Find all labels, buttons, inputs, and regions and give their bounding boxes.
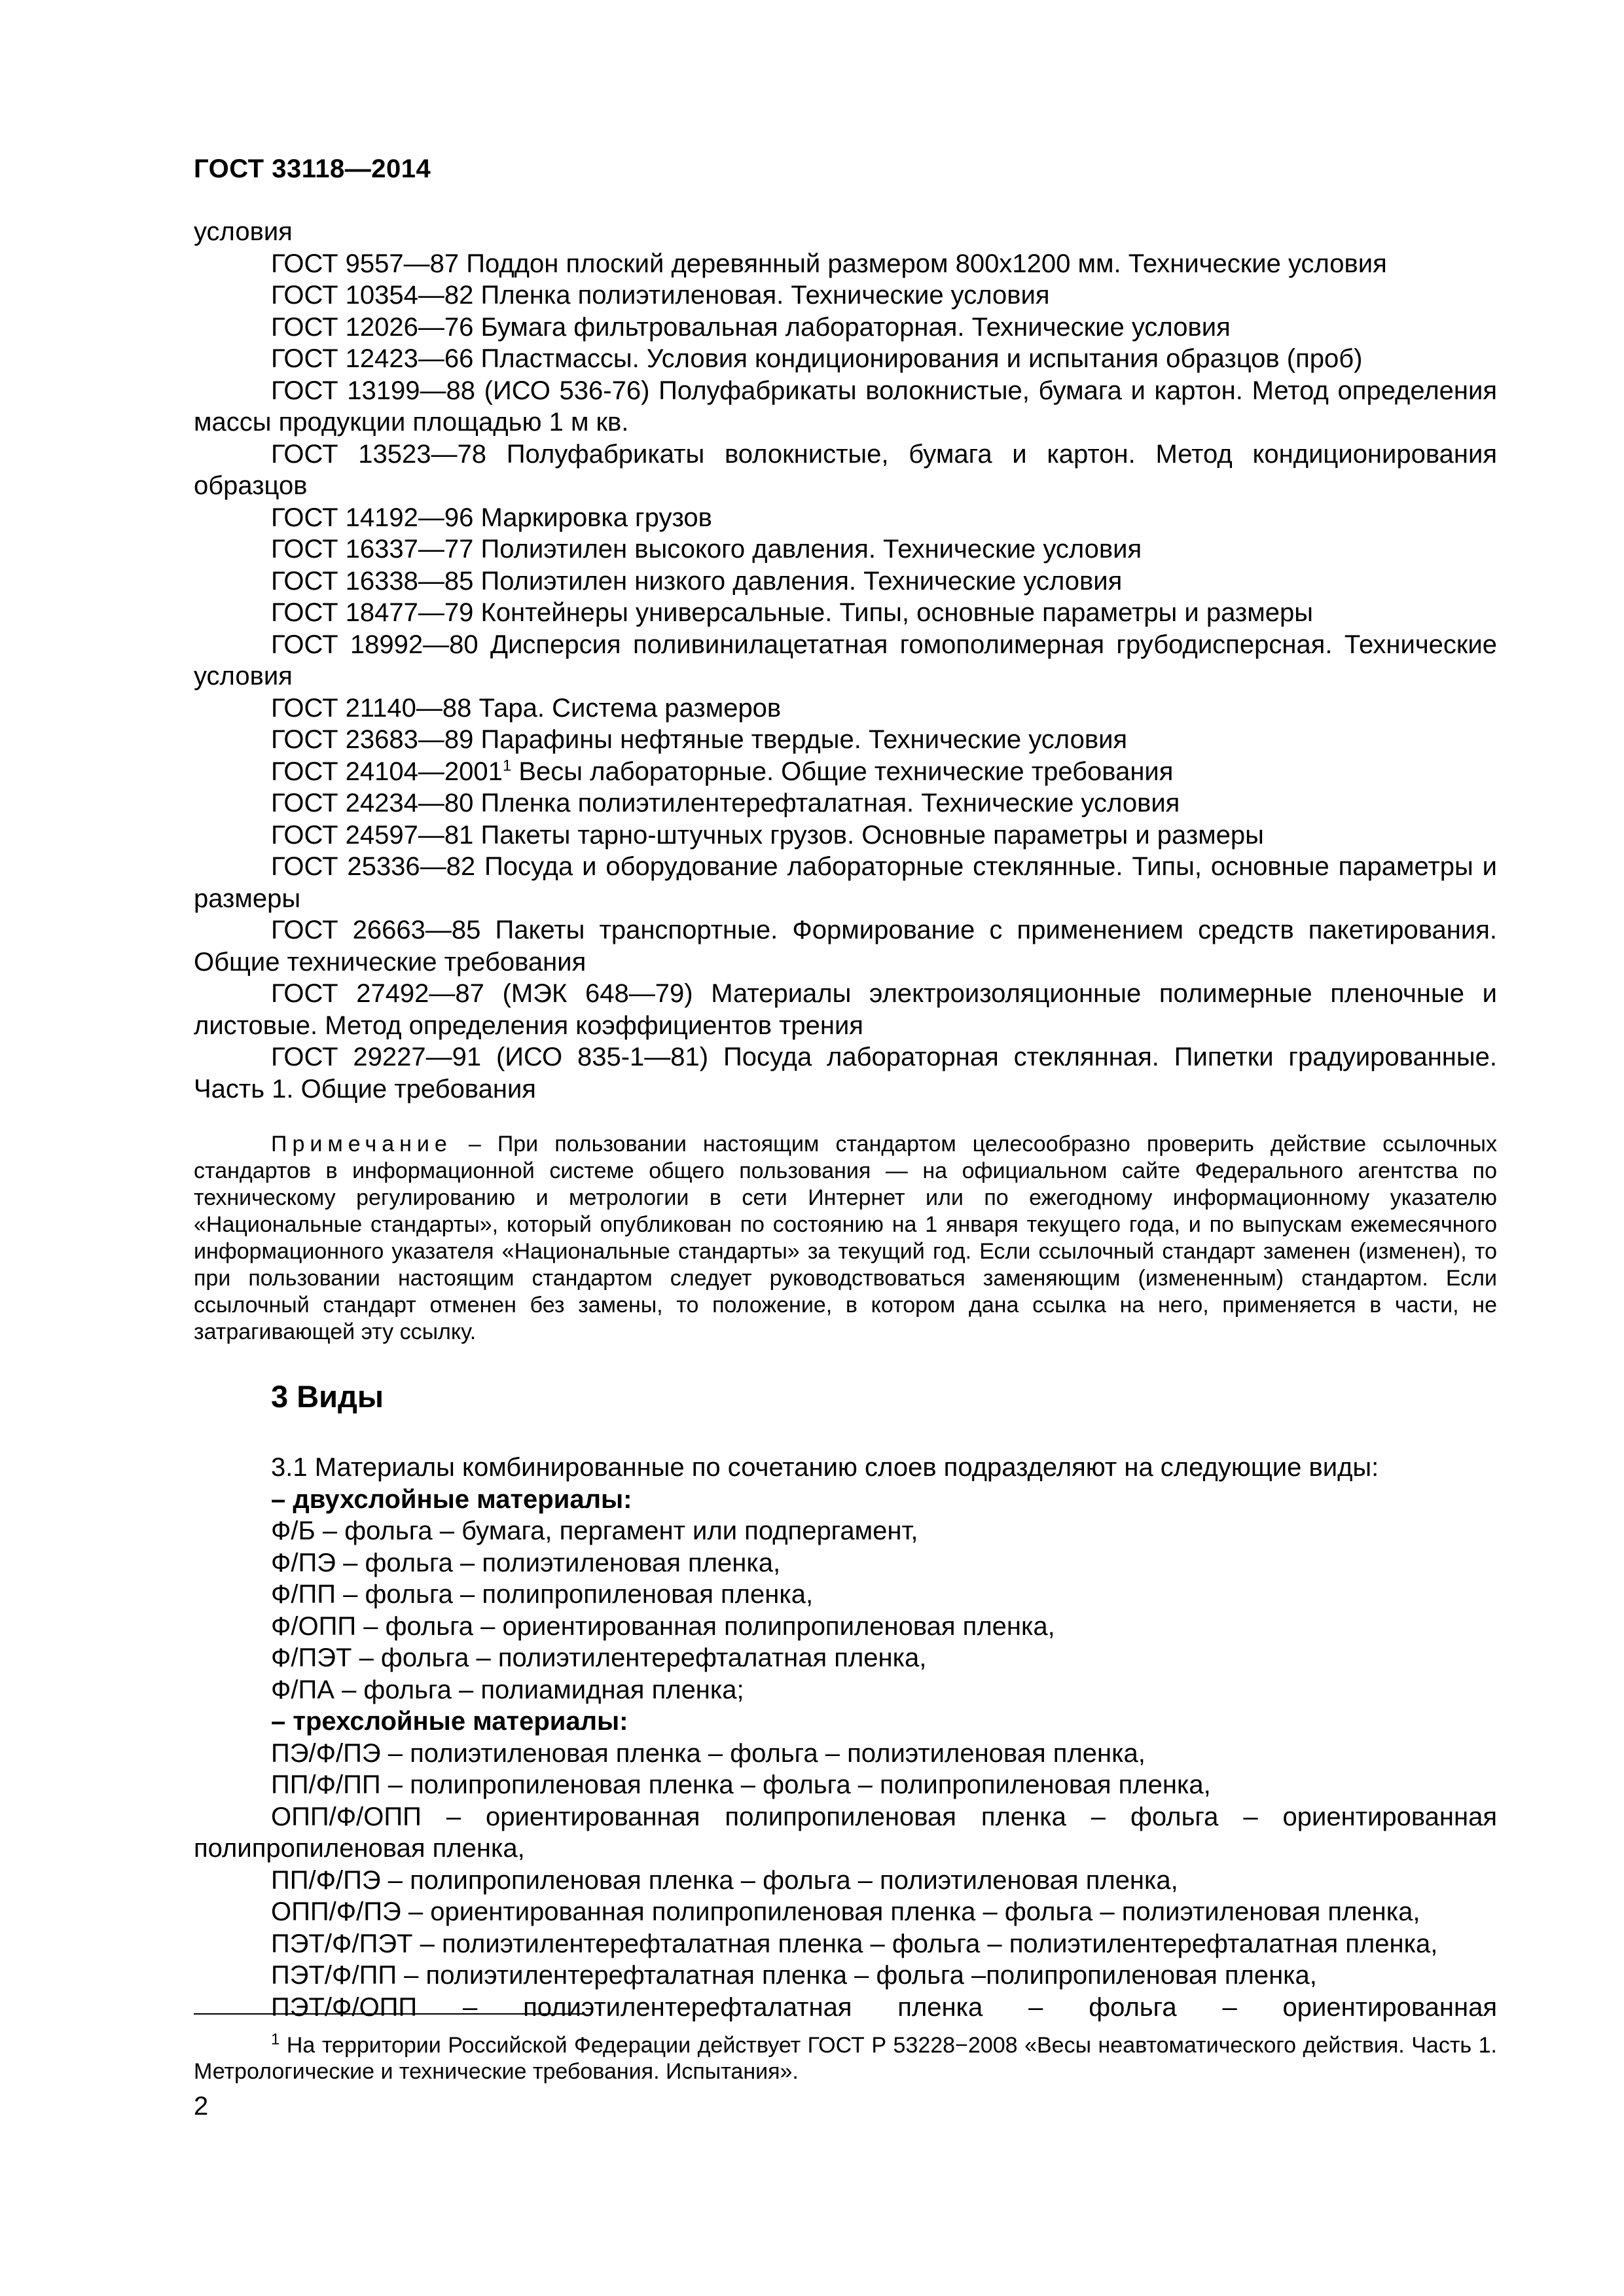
list-item: ОПП/Ф/ПЭ – ориентированная полипропиленовая пленка – фольга – полиэтиленовая пленка, bbox=[271, 1897, 1420, 1926]
footnote-separator bbox=[194, 2013, 584, 2015]
list-item: Ф/ПЭТ – фольга – полиэтилентерефталатная пленка, bbox=[271, 1643, 927, 1672]
ref-line: ГОСТ 13199—88 (ИСО 536-76) Полуфабрикаты волокнистые, бумага и картон. Метод определения массы продукции площадью 1 м кв. bbox=[194, 376, 1497, 437]
list-item: Ф/ОПП – фольга – ориентированная полипропиленовая пленка, bbox=[271, 1611, 1055, 1641]
ref-code: ГОСТ 24104—2001 bbox=[271, 757, 503, 786]
document-body bbox=[194, 216, 1497, 2023]
list-item: Ф/ПА – фольга – полиамидная пленка; bbox=[271, 1675, 744, 1704]
footnote-mark[interactable]: 1 bbox=[502, 757, 512, 775]
document-header: ГОСТ 33118—2014 bbox=[194, 154, 431, 183]
section-heading: 3 Виды bbox=[271, 1379, 384, 1414]
list-item: ПЭТ/Ф/ПЭТ – полиэтилентерефталатная пленка – фольга – полиэтилентерефталатная пленка, bbox=[271, 1929, 1438, 1958]
ref-line: ГОСТ 21140—88 Тара. Система размеров bbox=[271, 693, 782, 723]
footnote-text: На территории Российской Федерации действует ГОСТ Р 53228−2008 «Весы неавтоматического действия. Часть 1. Метрологические и технические требования. Испытания». bbox=[194, 2033, 1497, 2084]
ref-line: ГОСТ 16337—77 Полиэтилен высокого давления. Технические условия bbox=[271, 535, 1142, 564]
list-item: ПП/Ф/ПП – полипропиленовая пленка – фольга – полипропиленовая пленка, bbox=[271, 1770, 1211, 1799]
list-item: Ф/ПП – фольга – полипропиленовая пленка, bbox=[271, 1580, 814, 1609]
ref-line-with-footnote bbox=[194, 756, 1497, 788]
list-item: ОПП/Ф/ОПП – ориентированная полипропиленовая пленка – фольга – ориентированная полипропиленовая пленка, bbox=[194, 1802, 1497, 1863]
note-label: Примечание bbox=[271, 1132, 452, 1157]
note-dash: – bbox=[452, 1132, 497, 1157]
ref-line: ГОСТ 12026—76 Бумага фильтровальная лабораторная. Технические условия bbox=[271, 312, 1231, 342]
ref-title: Весы лабораторные. Общие технические требования bbox=[518, 757, 1174, 786]
page-number: 2 bbox=[194, 2092, 209, 2121]
three-layer-title: – трехслойные материалы: bbox=[271, 1707, 628, 1736]
section-intro: 3.1 Материалы комбинированные по сочетанию слоев подразделяют на следующие виды: bbox=[271, 1453, 1379, 1482]
ref-line: ГОСТ 18477—79 Контейнеры универсальные. Типы, основные параметры и размеры bbox=[271, 598, 1313, 627]
ref-line: ГОСТ 18992—80 Дисперсия поливинилацетатная гомополимерная грубодисперсная. Технические условия bbox=[194, 630, 1497, 691]
ref-line: ГОСТ 25336—82 Посуда и оборудование лабораторные стеклянные. Типы, основные параметры и размеры bbox=[194, 852, 1497, 913]
ref-line: ГОСТ 16338—85 Полиэтилен низкого давления. Технические условия bbox=[271, 566, 1123, 596]
ref-line: ГОСТ 12423—66 Пластмассы. Условия кондиционирования и испытания образцов (проб) bbox=[271, 344, 1363, 373]
ref-line: ГОСТ 23683—89 Парафины нефтяные твердые. Технические условия bbox=[271, 725, 1128, 754]
list-item: ПП/Ф/ПЭ – полипропиленовая пленка – фольга – полиэтиленовая пленка, bbox=[271, 1865, 1178, 1895]
ref-line: условия bbox=[194, 217, 293, 246]
ref-line: ГОСТ 26663—85 Пакеты транспортные. Формирование с применением средств пакетирования. Общие технические требования bbox=[194, 916, 1497, 977]
two-layer-title: – двухслойные материалы: bbox=[271, 1484, 632, 1514]
footnote bbox=[194, 2032, 1497, 2085]
ref-line: ГОСТ 9557—87 Поддон плоский деревянный размером 800x1200 мм. Технические условия bbox=[271, 249, 1387, 278]
list-item-continued: ПЭТ/Ф/ОПП – полиэтилентерефталатная пленка – фольга – ориентированная bbox=[271, 1992, 1497, 2022]
ref-line: ГОСТ 14192—96 Маркировка грузов bbox=[271, 503, 712, 532]
ref-line: ГОСТ 24234—80 Пленка полиэтилентерефталатная. Технические условия bbox=[271, 789, 1180, 817]
list-item: ПЭТ/Ф/ПП – полиэтилентерефталатная пленка – фольга –полипропиленовая пленка, bbox=[271, 1961, 1317, 1990]
ref-line: ГОСТ 27492—87 (МЭК 648—79) Материалы электроизоляционные полимерные пленочные и листовые. Метод определения коэффициентов трения bbox=[194, 979, 1497, 1040]
ref-line: ГОСТ 13523—78 Полуфабрикаты волокнистые, бумага и картон. Метод кондиционирования образцов bbox=[194, 439, 1497, 500]
note-text: При пользовании настоящим стандартом целесообразно проверить действие ссылочных стандартов в информационной системе общего пользования — на официальном сайте Федерального агентства по техническому регулированию и метрологии в сети Интернет или по ежегодному информационному указателю «Национальные стандарты», который опубликован по состоянию на 1 января текущего года, и по выпускам ежемесячного информационного указателя «Национальные стандарты» за текущий год. Если ссылочный стандарт заменен (изменен), то при пользовании настоящим стандартом следует руководствоваться заменяющим (измененным) стандартом. Если ссылочный стандарт отменен без замены, то положение, в котором дана ссылка на него, применяется в части, не затрагивающей эту ссылку. bbox=[194, 1132, 1497, 1344]
list-item: Ф/Б – фольга – бумага, пергамент или подпергамент, bbox=[271, 1516, 918, 1545]
footnote-number: 1 bbox=[271, 2030, 280, 2049]
list-item: ПЭ/Ф/ПЭ – полиэтиленовая пленка – фольга – полиэтиленовая пленка, bbox=[271, 1738, 1146, 1768]
list-item: Ф/ПЭ – фольга – полиэтиленовая пленка, bbox=[271, 1548, 781, 1577]
ref-line: ГОСТ 10354—82 Пленка полиэтиленовая. Технические условия bbox=[271, 281, 1050, 310]
note-block bbox=[194, 1131, 1497, 1346]
ref-line: ГОСТ 24597—81 Пакеты тарно-штучных грузов. Основные параметры и размеры bbox=[271, 820, 1264, 850]
ref-line: ГОСТ 29227—91 (ИСО 835-1—81) Посуда лабораторная стеклянная. Пипетки градуированные. Часть 1. Общие требования bbox=[194, 1043, 1497, 1103]
